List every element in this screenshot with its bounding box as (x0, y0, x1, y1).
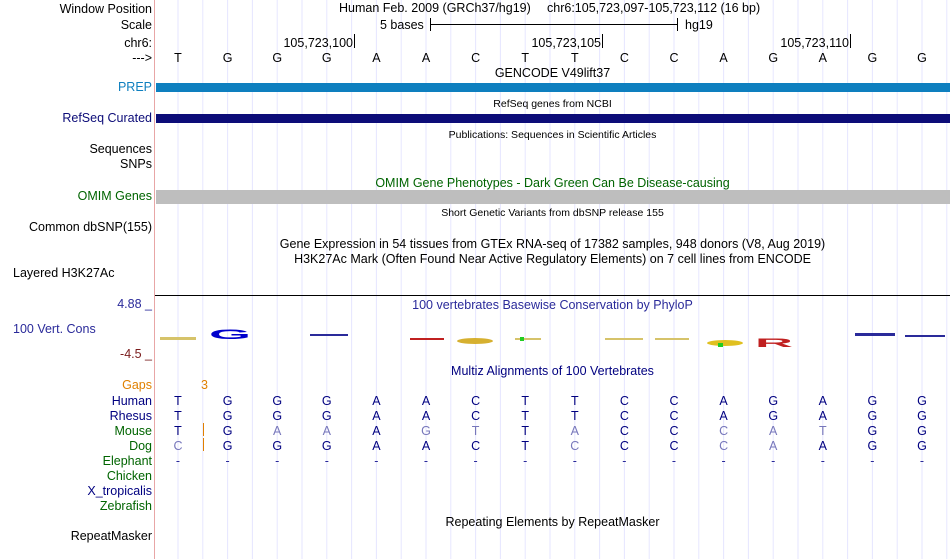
aligned-base: G (867, 394, 878, 408)
gaps-label: Gaps (122, 378, 152, 392)
track-label-sequences[interactable]: Sequences (89, 142, 152, 156)
aligned-base: G (867, 409, 878, 423)
aligned-base: G (321, 409, 332, 423)
track-title-gtex: Gene Expression in 54 tissues from GTEx RNA-seq of 17382 samples, 948 donors (V8, Aug 2019) (279, 237, 826, 251)
species-label: Human (111, 394, 152, 408)
reference-base: C (471, 51, 481, 65)
aligned-base: - (324, 454, 329, 468)
reference-base: G (321, 51, 332, 65)
ruler-tick-label: 105,723,100 (283, 36, 353, 50)
track-label-refseq[interactable]: RefSeq Curated (62, 111, 152, 125)
aligned-base: G (917, 409, 927, 423)
svg-text:R: R (755, 336, 795, 350)
aligned-base: - (721, 454, 726, 468)
track-title-multiz: Multiz Alignments of 100 Vertebrates (451, 364, 654, 378)
aligned-base: - (919, 454, 925, 468)
aligned-base: A (719, 394, 728, 408)
aligned-base: A (421, 409, 431, 423)
aligned-base: C (669, 424, 679, 438)
window-position-label: Window Position (59, 2, 152, 16)
aligned-base: G (222, 409, 233, 423)
aligned-base: A (769, 424, 778, 438)
aligned-base: - (572, 454, 577, 468)
track-title-refseq: RefSeq genes from NCBI (493, 98, 612, 110)
aligned-base: G (867, 439, 878, 453)
reference-base: G (272, 51, 283, 65)
track-title-h3k27ac: H3K27Ac Mark (Often Found Near Active Regulatory Elements) on 7 cell lines from ENCODE (294, 252, 811, 266)
track-label-layered-h3k27ac[interactable]: Layered H3K27Ac (13, 266, 115, 280)
strand-arrow-label: ---> (132, 51, 152, 65)
aligned-base: G (421, 424, 431, 438)
reference-base: G (768, 51, 779, 65)
aligned-base: A (818, 409, 827, 423)
h3k27ac-baseline (155, 295, 950, 296)
aligned-base: T (521, 394, 529, 408)
species-label: X_tropicalis (87, 484, 152, 498)
aligned-base: C (669, 439, 679, 453)
aligned-base: T (174, 409, 182, 423)
aligned-base: - (175, 454, 181, 468)
track-title-publications: Publications: Sequences in Scientific Articles (448, 129, 657, 141)
aligned-base: T (174, 394, 182, 408)
species-label: Mouse (114, 424, 152, 438)
track-title-repeatmasker: Repeating Elements by RepeatMasker (445, 515, 660, 529)
aligned-base: G (222, 424, 233, 438)
species-label: Dog (129, 439, 152, 453)
aligned-base: A (818, 394, 827, 408)
ruler-tick (850, 34, 851, 48)
aligned-base: T (471, 424, 480, 438)
aligned-base: T (570, 394, 579, 408)
aligned-base: C (471, 439, 481, 453)
reference-base: A (421, 51, 431, 65)
reference-base: C (619, 51, 629, 65)
omim-gene-bar[interactable] (156, 190, 950, 204)
track-divider (154, 0, 155, 559)
aligned-base: C (719, 439, 729, 453)
aligned-base: G (768, 394, 779, 408)
gaps-count: 3 (201, 378, 208, 392)
prep-gene-bar[interactable] (156, 83, 950, 92)
aligned-base: - (820, 454, 825, 468)
aligned-base: - (374, 454, 379, 468)
aligned-base: T (521, 439, 529, 453)
aligned-base: A (769, 439, 778, 453)
track-title-dbsnp: Short Genetic Variants from dbSNP release 155 (441, 207, 664, 219)
reference-base: T (521, 51, 529, 65)
aligned-base: A (421, 439, 431, 453)
aligned-base: C (719, 424, 729, 438)
track-title-omim: OMIM Gene Phenotypes - Dark Green Can Be Disease-causing (375, 176, 730, 190)
reference-base: C (669, 51, 679, 65)
aligned-base: C (619, 439, 629, 453)
aligned-base: - (523, 454, 528, 468)
aligned-base: A (372, 424, 381, 438)
aligned-base: - (622, 454, 627, 468)
reference-base: A (372, 51, 381, 65)
aligned-base: C (619, 424, 629, 438)
species-label: Rhesus (109, 409, 152, 423)
assembly-title: Human Feb. 2009 (GRCh37/hg19) (339, 1, 531, 15)
aligned-base: C (173, 439, 183, 453)
phylop-conservation-plot (155, 318, 950, 358)
aligned-base: - (423, 454, 429, 468)
track-label-phylop[interactable]: 100 Vert. Cons (13, 322, 96, 336)
aligned-base: A (421, 394, 431, 408)
track-label-common-dbsnp[interactable]: Common dbSNP(155) (29, 220, 152, 234)
gap-marker (203, 438, 204, 451)
reference-base: G (917, 51, 927, 65)
aligned-base: G (321, 439, 332, 453)
aligned-base: - (870, 454, 875, 468)
track-label-prep[interactable]: PREP (117, 80, 152, 94)
phylop-max-label: 4.88 _ (117, 297, 152, 311)
gap-marker (203, 423, 204, 436)
aligned-base: - (671, 454, 677, 468)
track-title-phylop: 100 vertebrates Basewise Conservation by PhyloP (412, 298, 693, 312)
aligned-base: T (174, 424, 182, 438)
aligned-base: G (222, 394, 233, 408)
ruler-tick-label: 105,723,105 (531, 36, 601, 50)
reference-base: A (719, 51, 728, 65)
svg-text:G: G (209, 326, 252, 342)
aligned-base: A (372, 409, 381, 423)
aligned-base: T (521, 409, 529, 423)
track-label-repeatmasker[interactable]: RepeatMasker (70, 529, 152, 543)
window-position-value: chr6:105,723,097-105,723,112 (16 bp) (547, 1, 761, 15)
aligned-base: G (222, 439, 233, 453)
species-label: Chicken (106, 469, 152, 483)
track-label-snps[interactable]: SNPs (120, 157, 152, 171)
aligned-base: - (771, 454, 776, 468)
aligned-base: G (917, 394, 927, 408)
track-label-omim[interactable]: OMIM Genes (77, 189, 152, 203)
aligned-base: C (669, 409, 679, 423)
reference-base: T (174, 51, 182, 65)
reference-base: T (570, 51, 579, 65)
species-label: Elephant (102, 454, 152, 468)
scale-text: 5 bases (380, 18, 424, 32)
phylop-min-label: -4.5 _ (120, 347, 152, 361)
aligned-base: G (272, 409, 283, 423)
track-title-gencode: GENCODE V49lift37 (494, 66, 611, 80)
aligned-base: A (273, 424, 282, 438)
aligned-base: C (471, 394, 481, 408)
aligned-base: A (570, 424, 579, 438)
aligned-base: G (321, 394, 332, 408)
ruler-tick-label: 105,723,110 (780, 36, 849, 50)
aligned-base: - (473, 454, 478, 468)
aligned-base: G (272, 439, 283, 453)
aligned-base: A (322, 424, 331, 438)
aligned-base: G (272, 394, 283, 408)
species-label: Zebrafish (99, 499, 152, 513)
reference-base: G (867, 51, 878, 65)
aligned-base: G (917, 424, 927, 438)
aligned-base: G (917, 439, 927, 453)
aligned-base: A (818, 439, 827, 453)
aligned-base: G (867, 424, 878, 438)
reference-base: A (818, 51, 827, 65)
aligned-base: C (619, 394, 629, 408)
aligned-base: C (471, 409, 481, 423)
aligned-base: A (372, 439, 381, 453)
ruler-tick (354, 34, 355, 48)
aligned-base: C (669, 394, 679, 408)
aligned-base: A (719, 409, 728, 423)
aligned-base: T (521, 424, 529, 438)
scale-db-label: hg19 (685, 18, 713, 32)
ruler-tick (602, 34, 603, 48)
aligned-base: - (225, 454, 230, 468)
scale-label: Scale (120, 18, 152, 32)
aligned-base: T (818, 424, 827, 438)
reference-base: G (222, 51, 233, 65)
aligned-base: C (570, 439, 580, 453)
aligned-base: G (768, 409, 779, 423)
refseq-gene-bar[interactable] (156, 114, 950, 123)
aligned-base: C (619, 409, 629, 423)
chromosome-label: chr6: (124, 36, 152, 50)
scale-bar (430, 18, 678, 32)
aligned-base: - (275, 454, 280, 468)
aligned-base: A (372, 394, 381, 408)
aligned-base: T (570, 409, 579, 423)
